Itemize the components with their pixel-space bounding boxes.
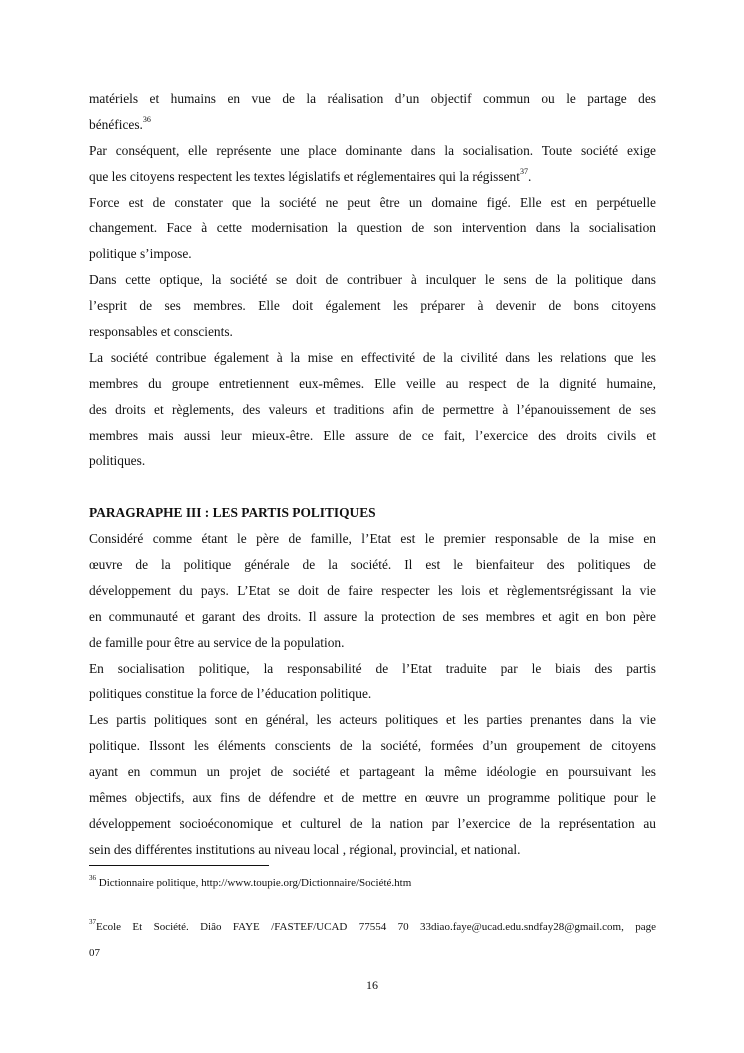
footnote-text: Dictionnaire politique, http://www.toupie.org/Dictionnaire/Société.htm xyxy=(96,877,412,889)
footnote-36 xyxy=(89,873,656,893)
text-line: Par conséquent, elle représente une place dominante dans la socialisation. Toute société exige xyxy=(89,142,656,158)
text-line: politiques constitue la force de l’éducation politique. xyxy=(89,686,372,702)
text-line: changement. Face à cette modernisation la question de son intervention dans la socialisation xyxy=(89,220,656,236)
text-segment: bénéfices. xyxy=(89,116,143,132)
footnote-number: 36 xyxy=(89,874,96,883)
text-line: Dans cette optique, la société se doit de contribuer à inculquer le sens de la politique dans xyxy=(89,272,656,288)
text-line: membres du groupe entretiennent eux-mêmes. Elle veille au respect de la dignité humaine, xyxy=(89,375,656,391)
text-line: politique. Ilssont les éléments conscients de la société, formées d’un groupement de citoyens xyxy=(89,738,656,754)
text-line: En socialisation politique, la responsabilité de l’Etat traduite par le biais des partis xyxy=(89,660,656,676)
text-line: développement du pays. L’Etat se doit de faire respecter les lois et règlementsrégissant la vie xyxy=(89,582,656,598)
text-line: de famille pour être au service de la population. xyxy=(89,634,345,650)
footnote-line: 07 xyxy=(89,947,100,959)
footnote-line xyxy=(89,917,656,937)
footnote-ref-36[interactable]: 36 xyxy=(142,115,151,125)
text-line xyxy=(89,164,656,190)
text-line: Considéré comme étant le père de famille, l’Etat est le premier responsable de la mise en xyxy=(89,531,656,547)
footnote-37 xyxy=(89,917,656,963)
text-line: sein des différentes institutions au niveau local , régional, provincial, et national. xyxy=(89,841,521,857)
text-line: développement socioéconomique et culturel de la nation par l’exercice de la représentation au xyxy=(89,815,656,831)
text-line: responsables et conscients. xyxy=(89,324,233,340)
text-line: Force est de constater que la société ne peut être un domaine figé. Elle est en perpétuelle xyxy=(89,194,656,210)
footnote-separator xyxy=(89,865,269,866)
text-line xyxy=(89,112,656,138)
text-line: l’esprit de ses membres. Elle doit également les préparer à devenir de bons citoyens xyxy=(89,298,656,314)
text-line: des droits et règlements, des valeurs et traditions afin de permettre à l’épanouissement de ses xyxy=(89,401,656,417)
document-body xyxy=(89,86,656,866)
text-line: Les partis politiques sont en général, les acteurs politiques et les parties prenantes dans la vie xyxy=(89,712,656,728)
text-line: œuvre de la politique générale de la société. Il est le bienfaiteur des politiques de xyxy=(89,557,656,573)
text-segment: . xyxy=(527,168,532,184)
text-line: La société contribue également à la mise en effectivité de la civilité dans les relations que les xyxy=(89,349,656,365)
text-line: membres mais aussi leur mieux-être. Elle assure de ce fait, l’exercice des droits civils et xyxy=(89,427,656,443)
text-line: matériels et humains en vue de la réalisation d’un objectif commun ou le partage des xyxy=(89,91,656,106)
footnote-number: 37 xyxy=(89,918,96,927)
text-line: ayant en commun un projet de société et partageant la même idéologie en poursuivant les xyxy=(89,764,656,780)
text-line: mêmes objectifs, aux fins de défendre et de mettre en œuvre un programme politique pour le xyxy=(89,790,656,806)
page-number: 16 xyxy=(366,978,378,992)
section-heading: PARAGRAPHE III : LES PARTIS POLITIQUES xyxy=(89,505,376,521)
text-line: en communauté et garant des droits. Il assure la protection de ses membres et agit en bon père xyxy=(89,608,656,624)
text-segment: que les citoyens respectent les textes législatifs et réglementaires qui la régissent xyxy=(89,168,520,184)
text-line: politiques. xyxy=(89,453,146,469)
text-line: politique s’impose. xyxy=(89,246,192,262)
footnote-ref-37[interactable]: 37 xyxy=(519,167,528,177)
footnote-text: Ecole Et Société. Diâo FAYE /FASTEF/UCAD 77554 70 33diao.faye@ucad.edu.sndfay28@gmail.com, page xyxy=(96,921,656,933)
